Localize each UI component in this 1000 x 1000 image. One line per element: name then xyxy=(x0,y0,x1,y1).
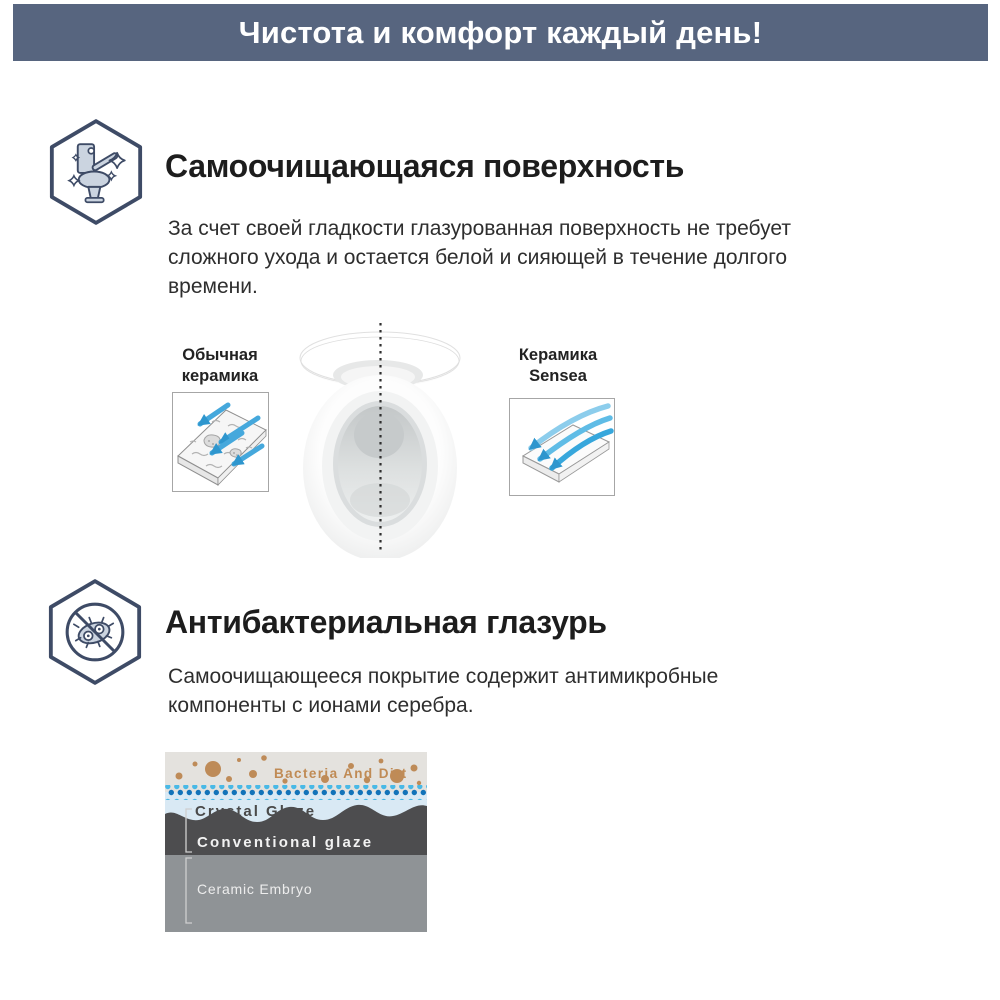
smooth-ceramic-illustration xyxy=(509,398,615,501)
paragraph-line: времени. xyxy=(168,275,258,298)
banner-title: Чистота и комфорт каждый день! xyxy=(238,14,763,50)
label-line: керамика xyxy=(181,367,259,385)
toilet-top-view xyxy=(295,318,465,563)
section1-hex-badge xyxy=(48,116,144,228)
label-line: Обычная xyxy=(182,346,258,364)
label-line: Керамика xyxy=(518,346,598,364)
toilet-sparkle-icon xyxy=(48,116,144,228)
glaze-layers-image xyxy=(165,752,427,932)
label-ordinary-ceramic xyxy=(165,345,275,387)
paragraph-line: компоненты с ионами серебра. xyxy=(168,694,474,717)
rough-ceramic-image xyxy=(172,392,269,492)
rough-ceramic-illustration xyxy=(172,392,269,497)
no-bacteria-icon xyxy=(47,576,143,688)
label-sensea-ceramic xyxy=(503,345,613,387)
section1-heading: Самоочищающаяся поверхность xyxy=(165,148,685,184)
section2-hex-badge xyxy=(47,576,143,688)
paragraph-line: Самоочищающееся покрытие содержит антимикробные xyxy=(168,665,719,688)
crystal-glaze-label: Crystal Glaze xyxy=(195,803,317,820)
ceramic-embryo-label: Ceramic Embryo xyxy=(197,881,313,897)
smooth-ceramic-image xyxy=(509,398,615,496)
paragraph-line: сложного ухода и остается белой и сияющей в течение долгого xyxy=(168,246,788,269)
banner xyxy=(13,4,988,61)
bacteria-dirt-label: Bacteria And Dirt xyxy=(274,766,408,781)
section1-paragraph xyxy=(168,214,791,301)
section2-paragraph xyxy=(168,662,718,720)
conventional-glaze-label: Conventional glaze xyxy=(197,834,374,851)
toilet-top-view-image xyxy=(295,318,465,558)
section2-heading: Антибактериальная глазурь xyxy=(165,604,607,640)
glaze-layers-diagram xyxy=(165,752,427,937)
label-line: Sensea xyxy=(529,367,587,385)
paragraph-line: За счет своей гладкости глазурованная поверхность не требует xyxy=(168,217,791,240)
